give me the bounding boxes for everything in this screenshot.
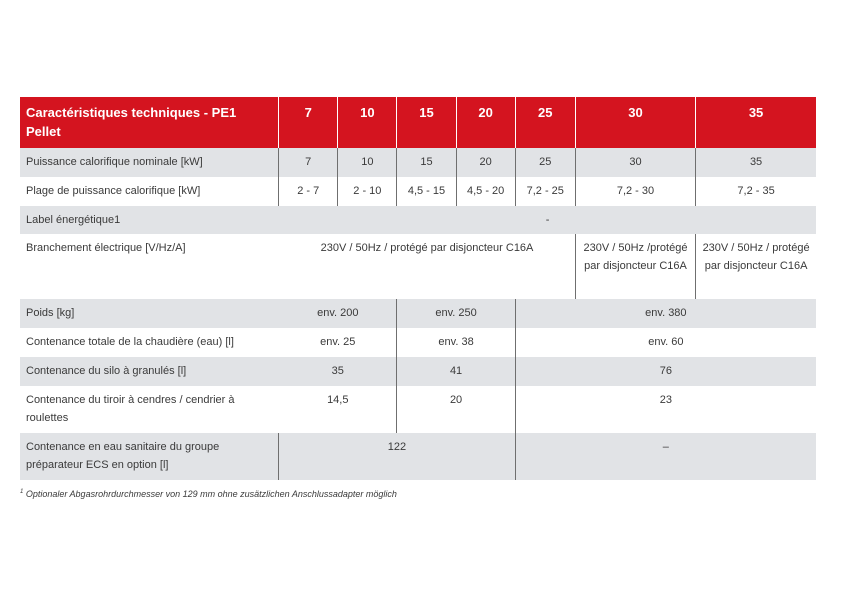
- cell-value: 20: [456, 148, 515, 177]
- model-header-15: 15: [397, 97, 456, 148]
- cell-value: -: [279, 206, 816, 234]
- row-label: Poids [kg]: [20, 299, 279, 328]
- row-label: Plage de puissance calorifique [kW]: [20, 177, 279, 206]
- cell-value: 10: [338, 148, 397, 177]
- cell-value: 7,2 - 30: [575, 177, 695, 206]
- table-title: Caractéristiques techniques - PE1 Pellet: [20, 97, 279, 148]
- model-header-25: 25: [515, 97, 575, 148]
- cell-value: 122: [279, 433, 516, 480]
- cell-value: 23: [515, 386, 816, 433]
- table-row-puissance: [20, 148, 816, 177]
- row-label: Label énergétique1: [20, 206, 279, 234]
- row-label: Contenance en eau sanitaire du groupe préparateur ECS en option [l]: [20, 433, 279, 480]
- cell-value: 2 - 7: [279, 177, 338, 206]
- table-row-eau-sanitaire: [20, 433, 816, 480]
- cell-value: 4,5 - 20: [456, 177, 515, 206]
- model-header-7: 7: [279, 97, 338, 148]
- model-header-20: 20: [456, 97, 515, 148]
- table-row-poids: [20, 299, 816, 328]
- cell-value: env. 250: [397, 299, 515, 328]
- cell-value: 30: [575, 148, 695, 177]
- cell-value: 230V / 50Hz / protégé par disjoncteur C16A: [696, 234, 816, 299]
- technical-specs-table: [20, 97, 816, 480]
- cell-value: 35: [279, 357, 397, 386]
- cell-value: –: [515, 433, 816, 480]
- cell-value: 2 - 10: [338, 177, 397, 206]
- row-label: Branchement électrique [V/Hz/A]: [20, 234, 279, 299]
- cell-value: 7,2 - 25: [515, 177, 575, 206]
- model-header-10: 10: [338, 97, 397, 148]
- cell-value: env. 25: [279, 328, 397, 357]
- cell-value: 4,5 - 15: [397, 177, 456, 206]
- cell-value: 230V / 50Hz /protégé par disjoncteur C16A: [575, 234, 695, 299]
- row-label: Puissance calorifique nominale [kW]: [20, 148, 279, 177]
- table-row-plage: [20, 177, 816, 206]
- cell-value: env. 60: [515, 328, 816, 357]
- cell-value: 41: [397, 357, 515, 386]
- row-label: Contenance totale de la chaudière (eau) [l]: [20, 328, 279, 357]
- table-header-row: [20, 97, 816, 148]
- table-row-tiroir: [20, 386, 816, 433]
- table-row-contenance-eau: [20, 328, 816, 357]
- cell-value: 7: [279, 148, 338, 177]
- cell-value: 15: [397, 148, 456, 177]
- table-row-branchement: [20, 234, 816, 299]
- model-header-30: 30: [575, 97, 695, 148]
- footnote-text: Optionaler Abgasrohrdurchmesser von 129 mm ohne zusätzlichen Anschlussadapter möglich: [25, 489, 397, 499]
- cell-value: env. 200: [279, 299, 397, 328]
- cell-value: 35: [696, 148, 816, 177]
- footnote: [20, 489, 397, 499]
- table-row-label-energetique: [20, 206, 816, 234]
- footnote-marker: 1: [20, 489, 24, 495]
- row-label: Contenance du tiroir à cendres / cendrier à roulettes: [20, 386, 279, 433]
- row-label: Contenance du silo à granulés [l]: [20, 357, 279, 386]
- cell-value: 25: [515, 148, 575, 177]
- cell-value: env. 380: [515, 299, 816, 328]
- cell-value: 230V / 50Hz / protégé par disjoncteur C16A: [279, 234, 576, 299]
- cell-value: 20: [397, 386, 515, 433]
- cell-value: 7,2 - 35: [696, 177, 816, 206]
- cell-value: env. 38: [397, 328, 515, 357]
- table-row-silo: [20, 357, 816, 386]
- model-header-35: 35: [696, 97, 816, 148]
- cell-value: 76: [515, 357, 816, 386]
- cell-value: 14,5: [279, 386, 397, 433]
